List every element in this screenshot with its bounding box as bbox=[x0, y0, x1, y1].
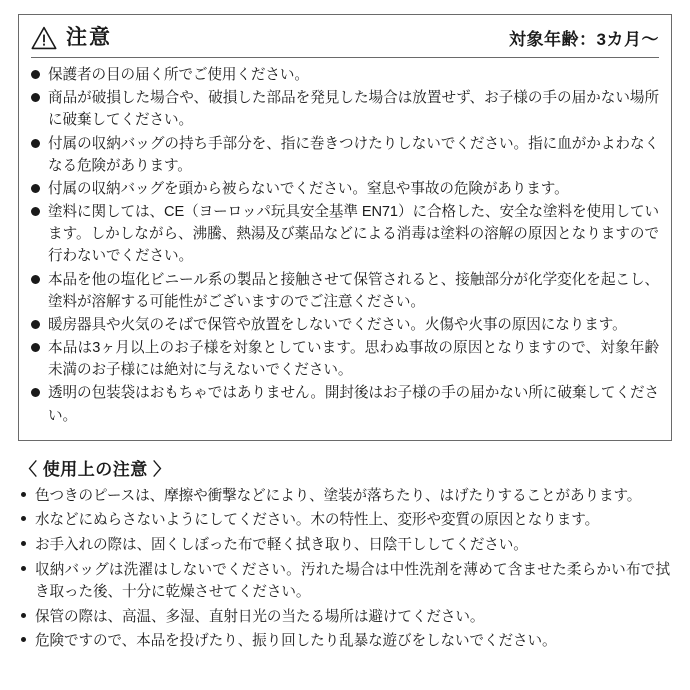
usage-notes-section bbox=[20, 455, 670, 653]
warning-item-text: 付属の収納バッグの持ち手部分を、指に巻きつけたりしないでください。指に血がかよわなくなる危険があります。 bbox=[48, 135, 659, 174]
bullet-dot-icon bbox=[31, 93, 40, 102]
list-item bbox=[31, 87, 659, 131]
warning-section bbox=[18, 14, 672, 441]
warning-triangle-icon bbox=[31, 26, 57, 50]
list-item bbox=[31, 269, 659, 313]
usage-item-text: 保管の際は、高温、多湿、直射日光の当たる場所は避けてください。 bbox=[35, 608, 485, 625]
usage-item-list bbox=[20, 485, 670, 653]
list-item bbox=[20, 485, 670, 508]
usage-notes-title: 〈 使用上の注意 〉 bbox=[20, 459, 171, 479]
bullet-dot-icon bbox=[31, 320, 40, 329]
usage-item-text: 色つきのピースは、摩擦や衝撃などにより、塗装が落ちたり、はげたりすることがあります。 bbox=[35, 487, 642, 504]
bullet-dot-icon bbox=[31, 139, 40, 148]
warning-item-text: 付属の収納バッグを頭から被らないでください。窒息や事故の危険があります。 bbox=[48, 180, 569, 197]
bullet-dot-icon bbox=[21, 566, 26, 571]
list-item bbox=[31, 201, 659, 268]
bullet-dot-icon bbox=[31, 343, 40, 352]
bullet-dot-icon bbox=[31, 275, 40, 284]
list-item bbox=[31, 133, 659, 177]
warning-header bbox=[31, 25, 659, 58]
list-item bbox=[31, 382, 659, 426]
list-item bbox=[20, 606, 670, 629]
warning-item-list bbox=[31, 64, 659, 427]
list-item bbox=[31, 337, 659, 381]
warning-title: 注意 bbox=[66, 26, 112, 49]
warning-item-text: 保護者の目の届く所でご使用ください。 bbox=[48, 67, 309, 83]
warning-item-text: 塗料に関しては、CE（ヨーロッパ玩具安全基準 EN71）に合格した、安全な塗料を使用しています。しかしながら、沸騰、熱湯及び薬品などによる消毒は塗料の溶解の原因となりますので行わないでください。 bbox=[48, 204, 659, 265]
bullet-dot-icon bbox=[21, 492, 26, 497]
target-age-label: 対象年齢：3カ月〜 bbox=[509, 30, 659, 49]
list-item bbox=[20, 509, 670, 532]
list-item bbox=[31, 64, 659, 86]
usage-item-text: 収納バッグは洗濯はしないでください。汚れた場合は中性洗剤を薄めて含ませた柔らかい布で拭き取った後、十分に乾燥させてください。 bbox=[35, 561, 670, 601]
warning-item-text: 本品は3ヶ月以上のお子様を対象としています。思わぬ事故の原因となりますので、対象年齢未満のお子様には絶対に与えないでください。 bbox=[48, 340, 659, 379]
list-item bbox=[20, 630, 670, 653]
bullet-dot-icon bbox=[31, 184, 40, 193]
usage-item-text: お手入れの際は、固くしぼった布で軽く拭き取り、日陰干ししてください。 bbox=[35, 536, 528, 553]
warning-item-text: 商品が破損した場合や、破損した部品を発見した場合は放置せず、お子様の手の届かない場所に破棄してください。 bbox=[48, 90, 659, 129]
warning-header-left bbox=[31, 26, 112, 50]
bullet-dot-icon bbox=[31, 388, 40, 397]
bullet-dot-icon bbox=[21, 613, 26, 618]
list-item bbox=[31, 178, 659, 200]
bullet-dot-icon bbox=[21, 516, 26, 521]
bullet-dot-icon bbox=[31, 207, 40, 216]
bullet-dot-icon bbox=[21, 637, 26, 642]
usage-item-text: 危険ですので、本品を投げたり、振り回したり乱暴な遊びをしないでください。 bbox=[35, 633, 557, 650]
list-item bbox=[20, 559, 670, 604]
list-item bbox=[20, 534, 670, 557]
warning-item-text: 暖房器具や火気のそばで保管や放置をしないでください。火傷や火事の原因になります。 bbox=[48, 316, 627, 333]
bullet-dot-icon bbox=[31, 70, 40, 79]
bullet-dot-icon bbox=[21, 541, 26, 546]
usage-item-text: 水などにぬらさないようにしてください。木の特性上、変形や変質の原因となります。 bbox=[35, 512, 600, 529]
list-item bbox=[31, 314, 659, 336]
warning-item-text: 本品を他の塩化ビニール系の製品と接触させて保管されると、接触部分が化学変化を起こし、塗料が溶解する可能性がございますのでご注意ください。 bbox=[48, 271, 659, 310]
warning-item-text: 透明の包装袋はおもちゃではありません。開封後はお子様の手の届かない所に破棄してください。 bbox=[48, 385, 659, 424]
